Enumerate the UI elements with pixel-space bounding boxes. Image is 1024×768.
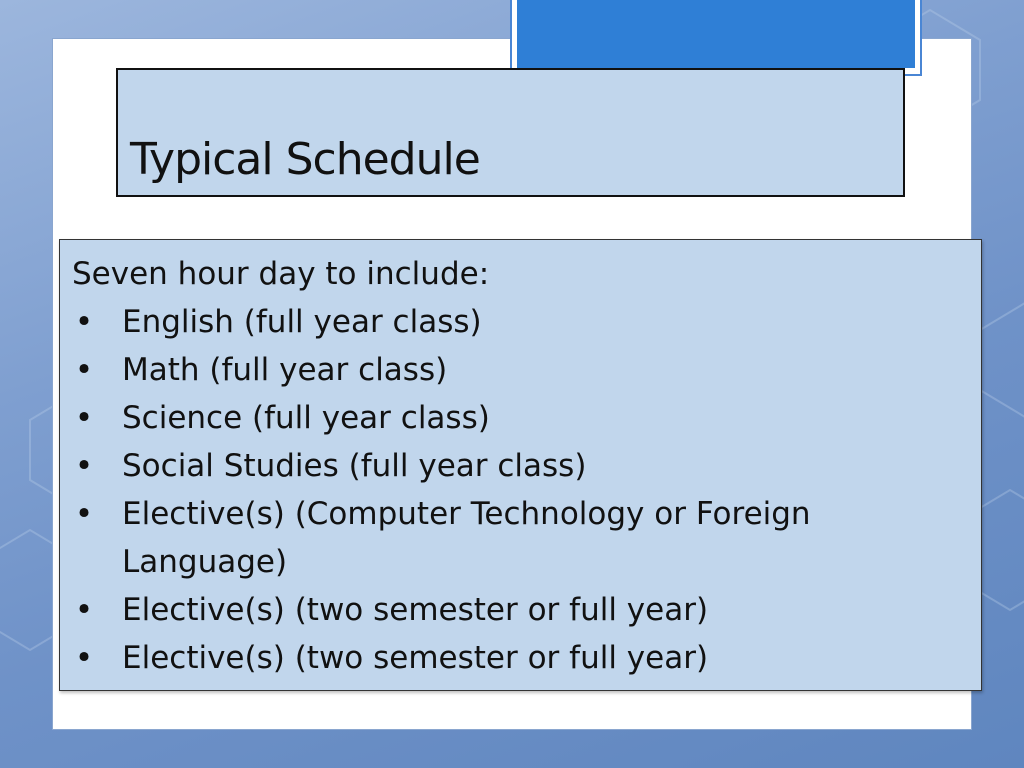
list-item — [72, 346, 969, 394]
list-item — [72, 442, 969, 490]
bullet-icon: • — [74, 304, 94, 340]
list-item-text: English (full year class) — [122, 304, 482, 340]
list-item-text: Elective(s) (two semester or full year) — [122, 640, 709, 676]
list-item-text: Elective(s) (two semester or full year) — [122, 592, 709, 628]
accent-block — [517, 0, 915, 68]
title-box — [116, 68, 905, 197]
content-box — [59, 239, 982, 691]
list-item-text: Math (full year class) — [122, 352, 448, 388]
bullet-icon: • — [74, 640, 94, 676]
list-item-text: Science (full year class) — [122, 400, 490, 436]
schedule-list — [72, 298, 969, 682]
list-item — [72, 586, 969, 634]
slide-title: Typical Schedule — [130, 134, 480, 185]
list-item — [72, 298, 969, 346]
bullet-icon: • — [74, 496, 94, 532]
bullet-icon: • — [74, 448, 94, 484]
bullet-icon: • — [74, 592, 94, 628]
intro-text: Seven hour day to include: — [72, 256, 490, 292]
list-item — [72, 394, 969, 442]
bullet-icon: • — [74, 400, 94, 436]
list-item — [72, 634, 969, 682]
bullet-icon: • — [74, 352, 94, 388]
list-item — [72, 490, 969, 586]
list-item-text: Social Studies (full year class) — [122, 448, 587, 484]
list-item-text: Elective(s) (Computer Technology or Foreign Language) — [122, 496, 811, 580]
